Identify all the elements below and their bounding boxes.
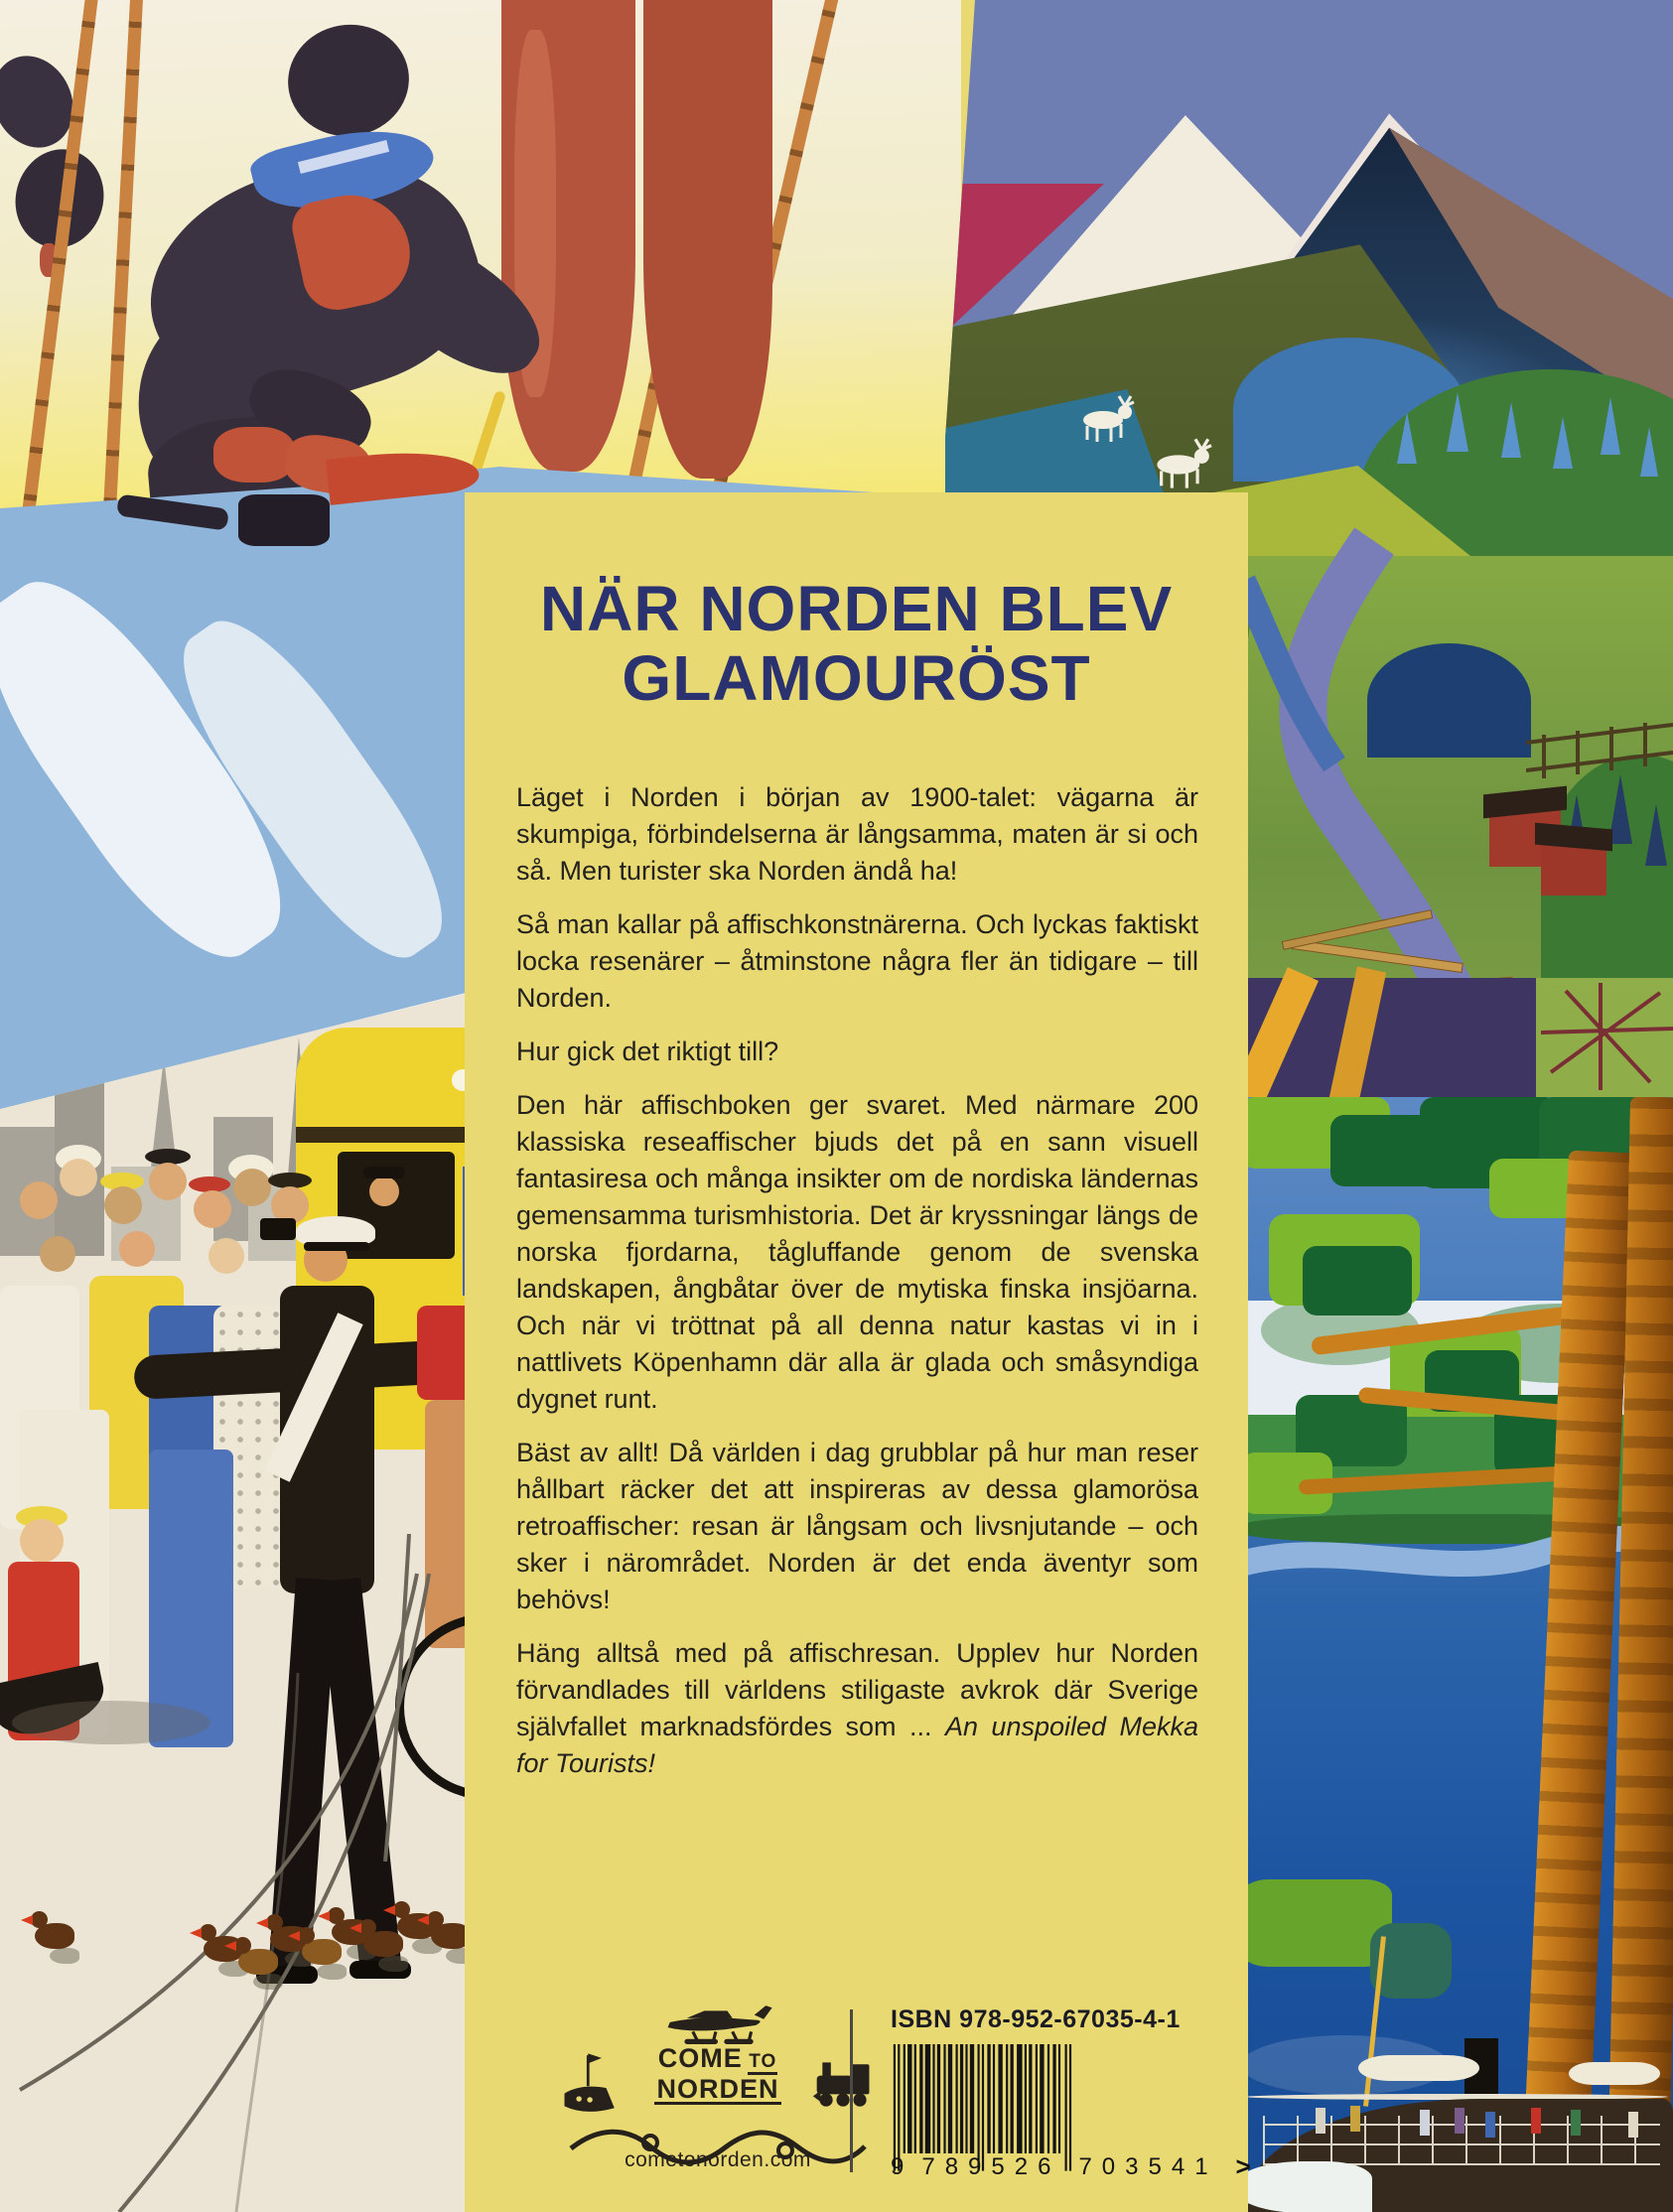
fence — [1526, 717, 1673, 800]
head — [194, 1190, 231, 1228]
head — [60, 1159, 97, 1196]
back-cover-text-panel — [465, 492, 1251, 2212]
camera-icon — [260, 1218, 296, 1240]
isbn-block — [891, 2005, 1251, 2182]
lifeboat — [1358, 2055, 1479, 2081]
locomotive-icon — [811, 2055, 877, 2115]
final-italic: An unspoiled Mekka for Tourists! — [516, 1712, 1198, 1778]
head — [119, 1231, 155, 1267]
head — [233, 1169, 271, 1206]
barcode-group1: 789526 — [921, 2152, 1061, 2180]
barcode-group2: 703541 — [1078, 2152, 1218, 2180]
logo-to: TO — [748, 2051, 777, 2075]
paragraph: Den här affischboken ger svaret. Med närmare 200 klassiska reseaffischer bjuds det på en sann visuell fantasiresa och många insikter om de nordiska ländernas gemensamma turismhistoria. Det är kryssningar längs de norska fjordarna, tågluffande genom de svenska landskapen, ångbåtar över de mytiska finska insjöarna. Och när vi tröttnat på all denna natur kastas vi in i nattlivets Köpenhamn där alla är glada och småsyndiga dygnet runt. — [516, 1090, 1198, 1414]
driver-face — [369, 1176, 399, 1206]
house — [1541, 844, 1606, 896]
barcode-digits — [891, 2151, 1251, 2182]
logo-norden: NORDEN — [656, 2074, 779, 2104]
duck-icon — [302, 1939, 342, 1965]
seaplane-icon — [653, 2004, 782, 2045]
footer — [465, 2000, 1251, 2182]
head — [40, 1236, 75, 1272]
cap-brim — [304, 1242, 369, 1251]
barcode-arrow: > — [1235, 2151, 1251, 2181]
paragraph: Läget i Norden i början av 1900-talet: vägarna är skumpiga, förbindelserna är långsamma, maten är si och så. Men turister ska Norden ändå ha! — [516, 782, 1198, 886]
tram-tracks — [0, 1534, 526, 2212]
title-line-2: GLAMOURÖST — [622, 642, 1091, 714]
sticks — [1541, 983, 1673, 1092]
final-plain: Häng alltså med på affischresan. Upplev hur Norden förvandlades till världens stiligaste avkrok där Sverige självfallet marknadsfördes som ... — [516, 1638, 1198, 1741]
ski-binding — [238, 494, 330, 546]
passenger — [1316, 2108, 1325, 2134]
isbn-text: ISBN 978-952-67035-4-1 — [891, 2005, 1181, 2033]
passenger — [1485, 2112, 1495, 2138]
driver-cap — [363, 1167, 405, 1178]
paragraph: Hur gick det riktigt till? — [516, 1037, 779, 1066]
paragraph: Bäst av allt! Då världen i dag grubblar på hur man reser hållbart räcker det att inspireras av dessa glamorösa retroaffischer: resan är långsam och livsnjutande – och sker i närområdet. Norden är det enda äventyr som behövs! — [516, 1438, 1198, 1614]
poster-copenhagen-crowd — [0, 978, 526, 2212]
bow-wave — [1241, 2161, 1372, 2212]
page-title — [465, 574, 1248, 713]
poster-lake-pines — [1241, 1097, 1673, 2212]
head — [149, 1163, 187, 1200]
paragraph-final — [516, 1635, 1198, 1782]
head — [209, 1238, 244, 1274]
lifeboat — [1569, 2062, 1660, 2085]
red-trouser-leg — [643, 0, 772, 479]
divider — [850, 2009, 853, 2172]
head — [20, 1181, 58, 1219]
duck-icon — [238, 1949, 278, 1975]
passenger — [1420, 2110, 1430, 2136]
skier-hand — [213, 427, 295, 483]
come-to-norden-logo — [559, 2004, 877, 2182]
duck-icon — [363, 1931, 403, 1957]
logo-come: COME — [657, 2043, 743, 2073]
website-url: cometonorden.com — [625, 2148, 811, 2171]
passenger — [1350, 2106, 1360, 2132]
paragraph: Så man kallar på affischkonstnärerna. Och lyckas faktiskt locka resenärer – åtminstone några fler än tidigare – till Norden. — [516, 909, 1198, 1013]
steamship-icon — [559, 2047, 623, 2131]
duck-icon — [35, 1923, 74, 1949]
title-line-1: NÄR NORDEN BLEV — [539, 573, 1174, 644]
skier-hair — [279, 15, 418, 145]
foliage — [1303, 1246, 1412, 1315]
passenger — [1628, 2112, 1638, 2138]
head — [104, 1186, 142, 1224]
passenger — [1531, 2108, 1541, 2134]
passenger — [1455, 2108, 1464, 2134]
barcode-first-digit: 9 — [891, 2152, 905, 2180]
passenger — [1571, 2110, 1581, 2136]
blurb — [516, 779, 1198, 1782]
